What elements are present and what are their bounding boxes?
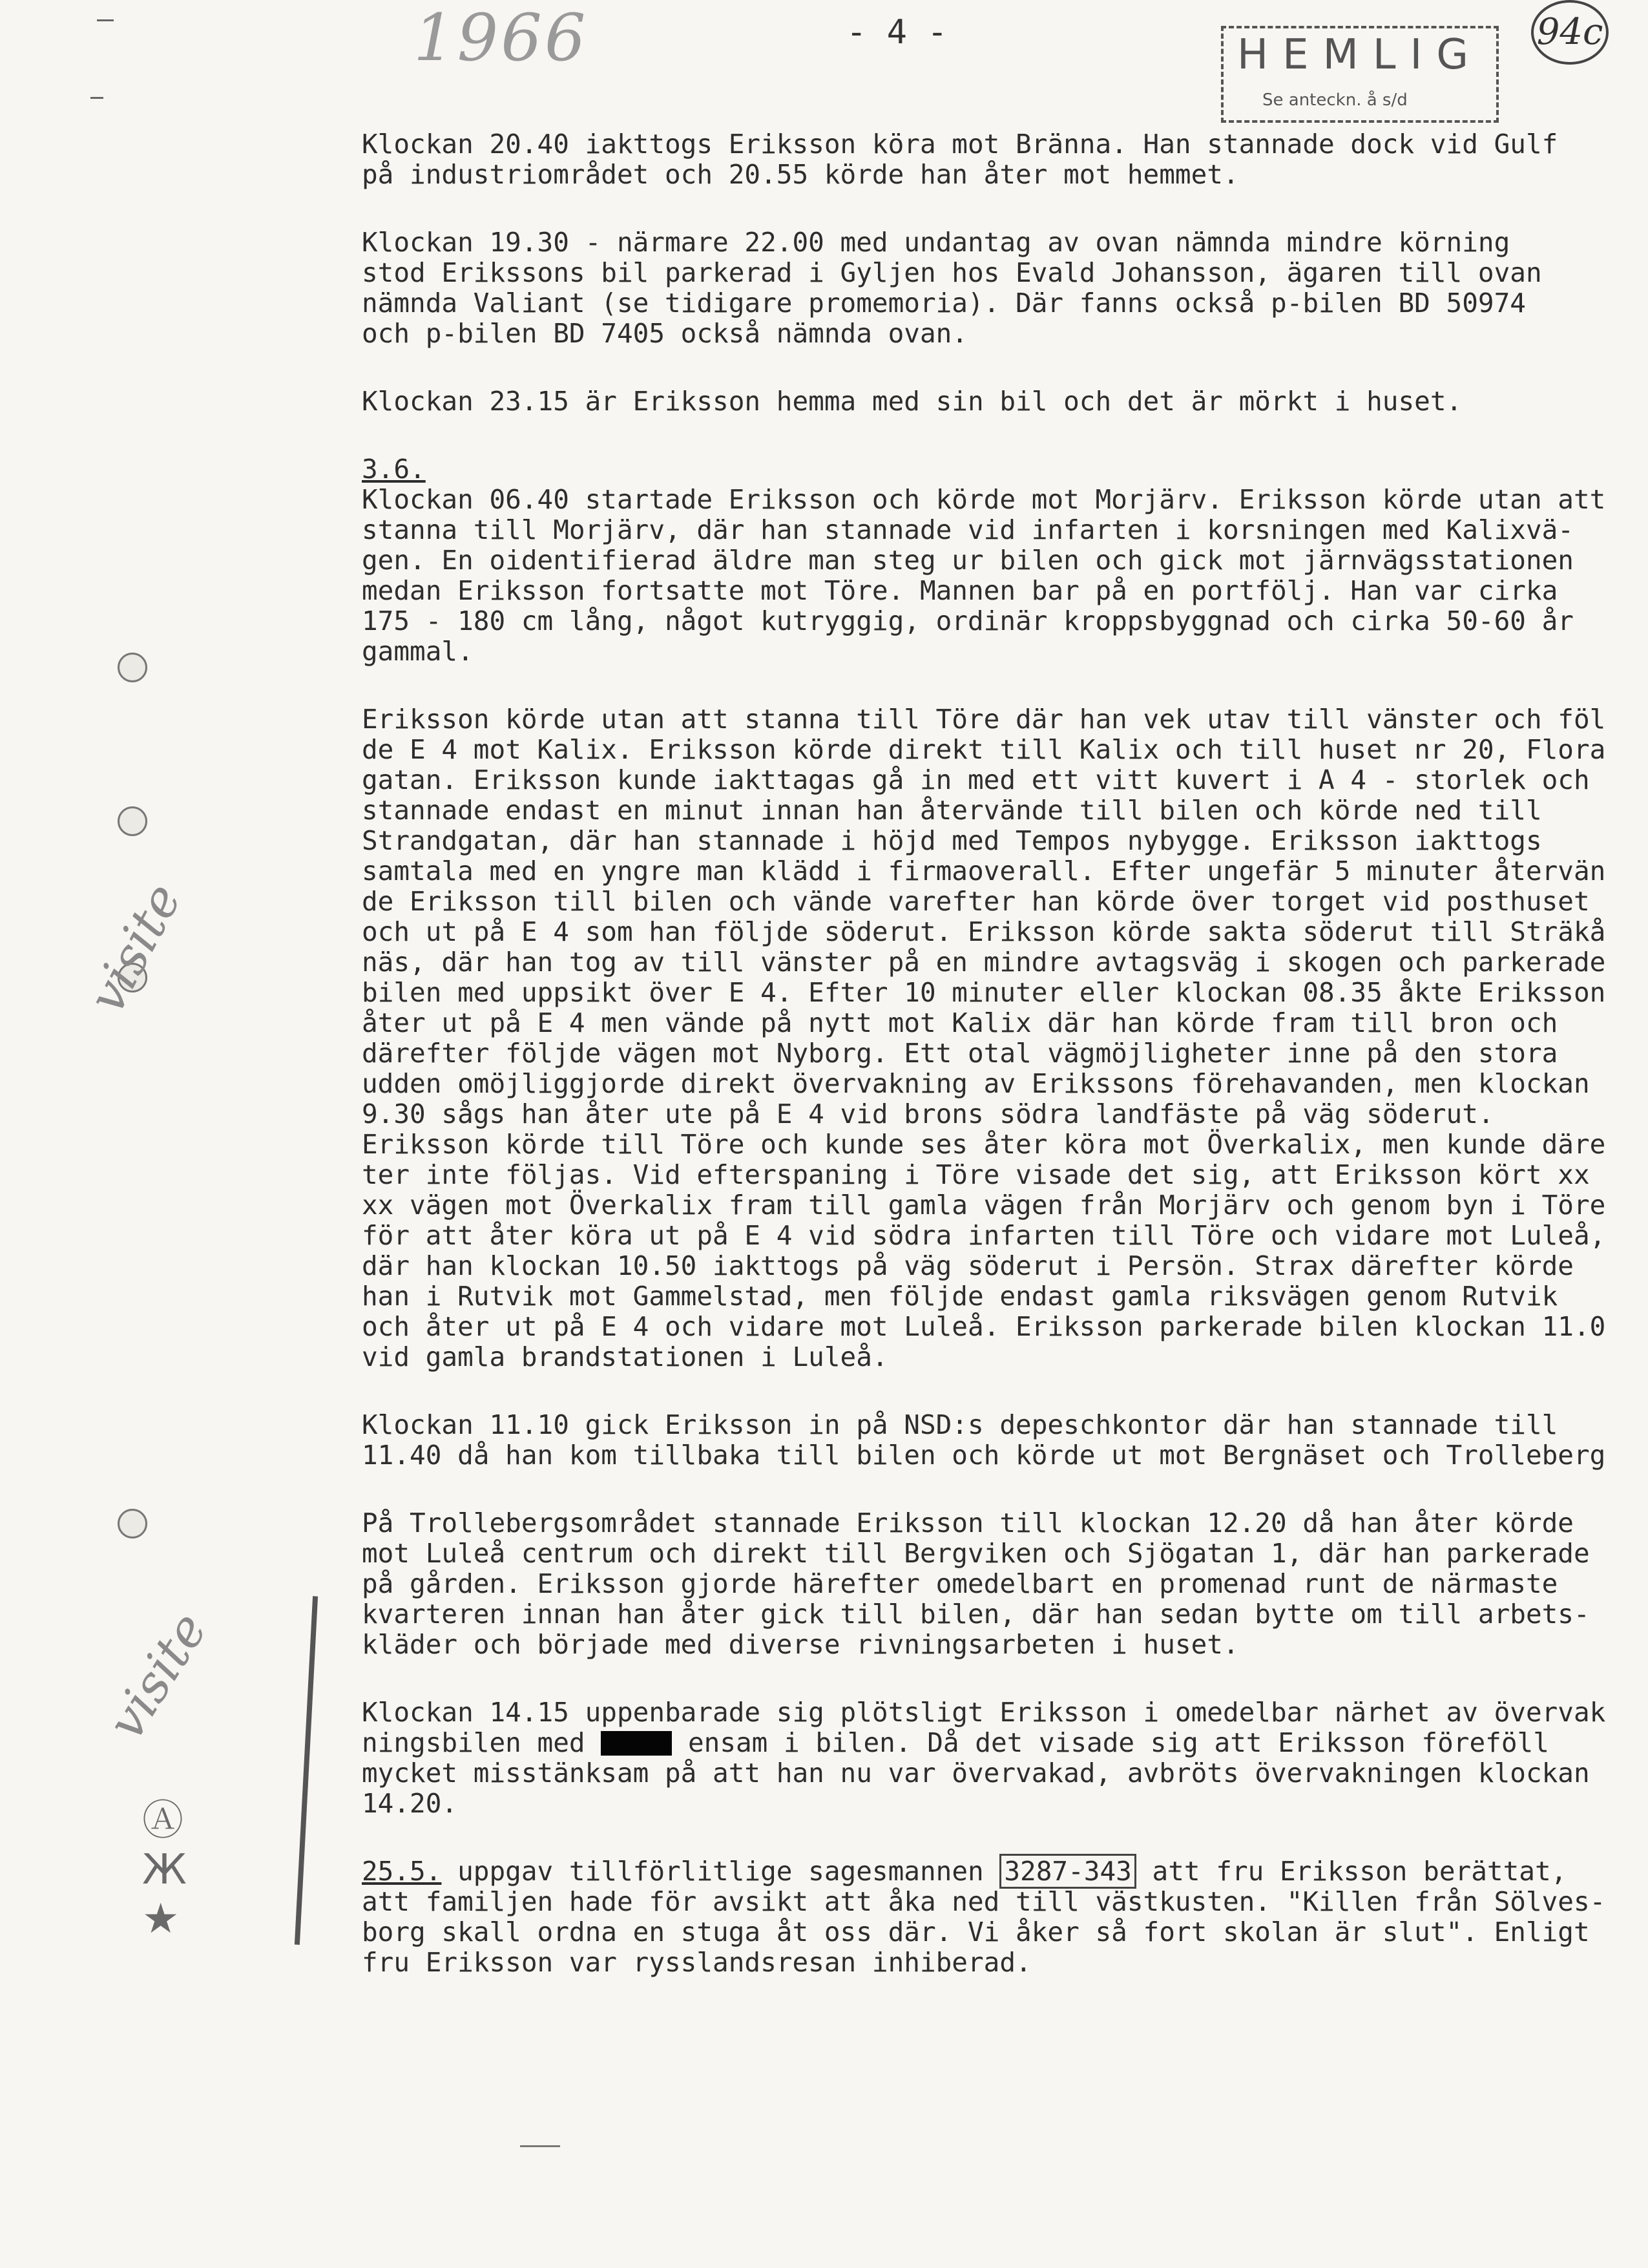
text-fragment: att fru Eriksson berättat, xyxy=(1136,1856,1567,1887)
text-line: Eriksson körde till Töre och kunde ses åter köra mot Överkalix, men kunde däre xyxy=(362,1129,1606,1160)
text-line: för att åter köra ut på E 4 vid södra infarten till Töre och vidare mot Luleå, xyxy=(362,1220,1606,1251)
text-line: därefter följde vägen mot Nyborg. Ett otal vägmöjligheter inne på den stora xyxy=(362,1038,1558,1069)
text-line: kläder och började med diverse rivningsarbeten i huset. xyxy=(362,1629,1239,1660)
text-line: och p-bilen BD 7405 också nämnda ovan. xyxy=(362,318,968,349)
text-line: och åter ut på E 4 och vidare mot Luleå. Eriksson parkerade bilen klockan 11.0 xyxy=(362,1311,1606,1342)
text-line: samtala med en yngre man klädd i firmaoverall. Efter ungefär 5 minuter återvän xyxy=(362,856,1606,887)
text-fragment: ensam i bilen. Då det visade sig att Eriksson föreföll xyxy=(672,1727,1549,1758)
paragraph xyxy=(362,386,1609,417)
text-line: och ut på E 4 som han följde söderut. Eriksson körde sakta söderut till Sträkå xyxy=(362,916,1606,947)
text-fragment: ningsbilen med xyxy=(362,1727,601,1758)
paragraph xyxy=(362,227,1609,349)
handwritten-year: 1966 xyxy=(413,0,589,76)
date-heading: 3.6. xyxy=(362,454,426,485)
document-body xyxy=(362,129,1609,2015)
text-line: Strandgatan, där han stannade i höjd med Tempos nybygge. Eriksson iakttogs xyxy=(362,825,1542,856)
paragraph xyxy=(362,704,1609,1372)
margin-vertical-line xyxy=(295,1596,318,1945)
text-line: bilen med uppsikt över E 4. Efter 10 minuter eller klockan 08.35 åkte Eriksson xyxy=(362,977,1606,1008)
text-line: Klockan 23.15 är Eriksson hemma med sin bil och det är mörkt i huset. xyxy=(362,386,1463,417)
text-line: på industriområdet och 20.55 körde han åter mot hemmet. xyxy=(362,159,1239,190)
text-line: Klockan 06.40 startade Eriksson och körde mot Morjärv. Eriksson körde utan att xyxy=(362,484,1606,515)
text-line: att familjen hade för avsikt att åka ned till västkusten. "Killen från Sölves- xyxy=(362,1886,1606,1917)
text-line: åter ut på E 4 men vände på nytt mot Kalix där han körde fram till bron och xyxy=(362,1007,1558,1038)
paragraph xyxy=(362,454,1609,667)
text-line: Klockan 14.15 uppenbarade sig plötsligt Eriksson i omedelbar närhet av övervak xyxy=(362,1697,1606,1728)
text-line: stannade endast en minut innan han återvände till bilen och körde ned till xyxy=(362,795,1542,826)
text-line: kvarteren innan han åter gick till bilen, där han sedan bytte om till arbets- xyxy=(362,1599,1590,1630)
text-line: gammal. xyxy=(362,636,474,667)
binder-hole xyxy=(118,653,147,682)
text-line: udden omöjliggjorde direkt övervakning av Erikssons förehavanden, men klockan xyxy=(362,1068,1590,1099)
text-line: näs, där han tog av till vänster på en mindre avtagsväg i skogen och parkerade xyxy=(362,947,1606,978)
source-code-box: 3287-343 xyxy=(999,1854,1136,1889)
footer-rule xyxy=(520,2145,560,2147)
margin-note-visite: visite xyxy=(78,874,193,1023)
stamp-title: HEMLIG xyxy=(1237,31,1483,79)
text-line xyxy=(362,1856,1609,1887)
text-line: medan Eriksson fortsatte mot Töre. Mannen bar på en portfölj. Han var cirka xyxy=(362,575,1558,606)
stamp-subtitle: Se anteckn. å s/d xyxy=(1262,90,1408,110)
text-line: gen. En oidentifierad äldre man steg ur bilen och gick mot järnvägsstationen xyxy=(362,545,1574,576)
paragraph xyxy=(362,1856,1609,1978)
text-line: xx vägen mot Överkalix fram till gamla vägen från Morjärv och genom byn i Töre xyxy=(362,1190,1606,1221)
text-line: på gården. Eriksson gjorde härefter omedelbart en promenad runt de närmaste xyxy=(362,1568,1558,1599)
text-line: Klockan 20.40 iakttogs Eriksson köra mot Bränna. Han stannade dock vid Gulf xyxy=(362,129,1558,160)
text-line: stod Erikssons bil parkerad i Gyljen hos Evald Johansson, ägaren till ovan xyxy=(362,257,1542,288)
text-line: han i Rutvik mot Gammelstad, men följde endast gamla riksvägen genom Rutvik xyxy=(362,1281,1558,1312)
text-line: nämnda Valiant (se tidigare promemoria). Där fanns också p-bilen BD 50974 xyxy=(362,288,1526,319)
text-line: de Eriksson till bilen och vände varefter han körde över torget vid posthuset xyxy=(362,886,1590,917)
binder-hole xyxy=(118,1509,147,1538)
text-line xyxy=(362,1728,1609,1758)
text-line: 175 - 180 cm lång, något kutryggig, ordinär kroppsbyggnad och cirka 50-60 år xyxy=(362,605,1574,636)
text-line: stanna till Morjärv, där han stannade vid infarten i korsningen med Kalixvä- xyxy=(362,514,1574,545)
text-line: de E 4 mot Kalix. Eriksson körde direkt till Kalix och till huset nr 20, Flora xyxy=(362,734,1606,765)
text-line: Eriksson körde utan att stanna till Töre där han vek utav till vänster och föl xyxy=(362,704,1606,735)
text-line: där han klockan 10.50 iakttogs på väg söderut i Persön. Strax därefter körde xyxy=(362,1250,1574,1281)
redaction-block xyxy=(601,1731,672,1756)
paragraph xyxy=(362,1508,1609,1660)
text-line: borg skall ordna en stuga åt oss där. Vi åker så fort skolan är slut". Enligt xyxy=(362,1916,1590,1948)
text-line: Klockan 11.10 gick Eriksson in på NSD:s depeschkontor där han stannade till xyxy=(362,1409,1558,1440)
margin-symbols: Ⓐ Ж ★ xyxy=(142,1797,187,1943)
paragraph xyxy=(362,1697,1609,1819)
text-line: 9.30 sågs han åter ute på E 4 vid brons södra landfäste på väg söderut. xyxy=(362,1098,1494,1129)
text-line: 14.20. xyxy=(362,1788,458,1819)
paragraph xyxy=(362,129,1609,190)
text-line: vid gamla brandstationen i Luleå. xyxy=(362,1341,888,1372)
binder-mark xyxy=(97,19,114,21)
classification-stamp xyxy=(1221,26,1499,123)
text-line: På Trollebergsområdet stannade Eriksson till klockan 12.20 då han åter körde xyxy=(362,1507,1574,1538)
margin-note-visite: visite xyxy=(97,1602,219,1750)
date-heading: 25.5. xyxy=(362,1856,442,1887)
text-fragment: uppgav tillförlitlige sagesmannen xyxy=(441,1856,1000,1887)
text-line: fru Eriksson var rysslandsresan inhiberad. xyxy=(362,1947,1032,1978)
text-line: gatan. Eriksson kunde iakttagas gå in med ett vitt kuvert i A 4 - storlek och xyxy=(362,764,1590,795)
text-line: mot Luleå centrum och direkt till Bergviken och Sjögatan 1, där han parkerade xyxy=(362,1538,1590,1569)
text-line: mycket misstänksam på att han nu var övervakad, avbröts övervakningen klockan xyxy=(362,1758,1590,1789)
binder-hole xyxy=(118,806,147,836)
text-line: Klockan 19.30 - närmare 22.00 med undantag av ovan nämnda mindre körning xyxy=(362,227,1510,258)
text-line: ter inte följas. Vid efterspaning i Töre visade det sig, att Eriksson kört xx xyxy=(362,1159,1590,1190)
paragraph xyxy=(362,1410,1609,1471)
page-number: - 4 - xyxy=(846,13,948,52)
binder-mark xyxy=(90,97,103,99)
document-id-circle: 94c xyxy=(1531,0,1609,65)
text-line: 11.40 då han kom tillbaka till bilen och körde ut mot Bergnäset och Trolleberg xyxy=(362,1440,1606,1471)
